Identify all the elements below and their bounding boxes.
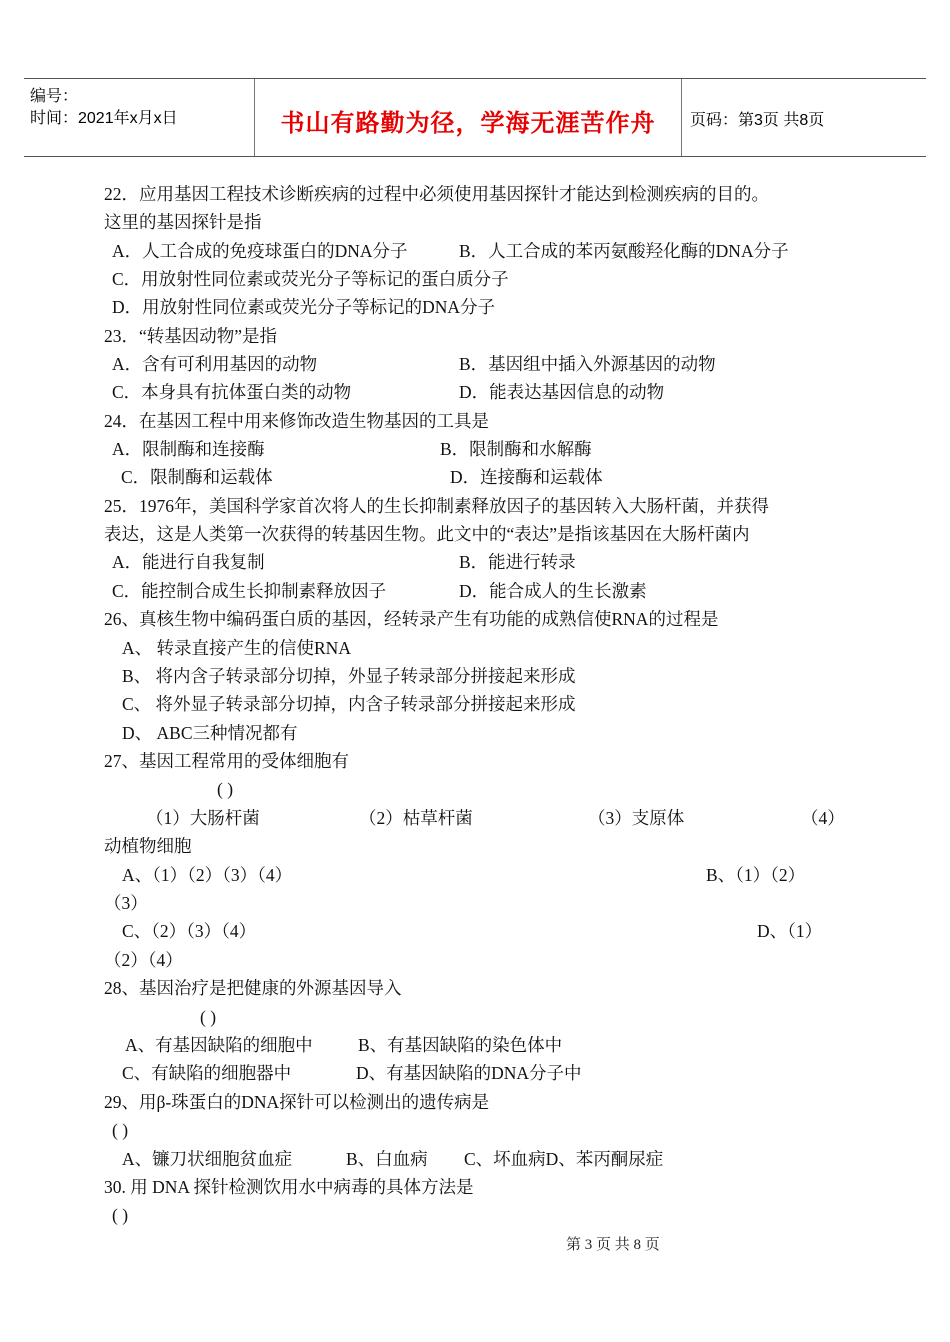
question-24-stem: 24．在基因工程中用来修饰改造生物基因的工具是 <box>104 411 489 431</box>
option-24-a: A．限制酶和连接酶 <box>112 439 265 459</box>
question-25-stem-cont: 表达，这是人类第一次获得的转基因生物。此文中的“表达”是指该基因在大肠杆菌内 <box>104 524 750 544</box>
option-23-b: B．基因组中插入外源基因的动物 <box>459 354 716 374</box>
option-28-b: B、有基因缺陷的染色体中 <box>358 1035 563 1055</box>
option-27-d-cont: （2）（4） <box>104 950 183 970</box>
option-24-b: B．限制酶和水解酶 <box>440 439 592 459</box>
option-24-d: D．连接酶和运载体 <box>450 467 603 487</box>
option-23-a: A．含有可利用基因的动物 <box>112 354 318 374</box>
page-info: 页码：第3页 共8页 <box>690 112 825 129</box>
question-29-stem: 29、用β-珠蛋白的DNA探针可以检测出的遗传病是 <box>104 1092 490 1112</box>
header-motto-cell <box>254 79 682 156</box>
page-footer: 第 3 页 共 8 页 <box>566 1237 660 1253</box>
question-25-stem: 25．1976年，美国科学家首次将人的生长抑制素释放因子的基因转入大肠杆菌，并获得 <box>104 496 769 516</box>
option-26-c: C、 将外显子转录部分切掉，内含子转录部分拼接起来形成 <box>122 694 576 714</box>
option-28-a: A、有基因缺陷的细胞中 <box>125 1035 313 1055</box>
answer-blank-29: ( ) <box>112 1120 129 1140</box>
item-27-3: （3）支原体 <box>588 808 685 828</box>
item-27-2: （2）枯草杆菌 <box>359 808 473 828</box>
page-header <box>24 78 926 157</box>
question-23-stem: 23．“转基因动物”是指 <box>104 326 278 346</box>
option-27-d: D、（1） <box>757 921 823 941</box>
option-25-d: D．能合成人的生长激素 <box>459 581 647 601</box>
time-label: 时间：2021年x月x日 <box>30 110 178 127</box>
answer-blank-30: ( ) <box>112 1205 129 1225</box>
question-27-stem: 27、基因工程常用的受体细胞有 <box>104 751 349 771</box>
header-meta <box>24 79 254 156</box>
answer-blank-27: ( ) <box>217 779 234 799</box>
question-22-stem-cont: 这里的基因探针是指 <box>104 212 262 232</box>
option-22-b: B．人工合成的苯丙氨酸羟化酶的DNA分子 <box>459 241 789 261</box>
question-26-stem: 26、真核生物中编码蛋白质的基因，经转录产生有功能的成熟信使RNA的过程是 <box>104 609 719 629</box>
option-26-a: A、 转录直接产生的信使RNA <box>122 638 351 658</box>
option-27-a: A、（1）（2）（3）（4） <box>122 865 293 885</box>
serial-label: 编号： <box>30 88 79 105</box>
question-22-stem: 22．应用基因工程技术诊断疾病的过程中必须使用基因探针才能达到检测疾病的目的。 <box>104 184 769 204</box>
option-27-c: C、（2）（3）（4） <box>122 921 257 941</box>
option-26-b: B、 将内含子转录部分切掉，外显子转录部分拼接起来形成 <box>122 666 576 686</box>
option-24-c: C．限制酶和运载体 <box>121 467 273 487</box>
motto: 书山有路勤为径，学海无涯苦作舟 <box>280 109 656 137</box>
option-22-a: A．人工合成的免疫球蛋白的DNA分子 <box>112 241 408 261</box>
option-22-d: D．用放射性同位素或荧光分子等标记的DNA分子 <box>112 297 496 317</box>
option-25-b: B．能进行转录 <box>459 552 576 572</box>
option-26-d: D、 ABC三种情况都有 <box>122 723 298 743</box>
option-22-c: C．用放射性同位素或荧光分子等标记的蛋白质分子 <box>112 269 509 289</box>
option-25-a: A．能进行自我复制 <box>112 552 265 572</box>
option-29-b: B、白血病 <box>346 1149 428 1169</box>
answer-blank-28: ( ) <box>200 1007 217 1027</box>
option-29-a: A、镰刀状细胞贫血症 <box>122 1149 293 1169</box>
option-27-b-cont: （3） <box>104 893 148 913</box>
option-23-d: D．能表达基因信息的动物 <box>459 382 665 402</box>
option-29-c-d: C、坏血病D、苯丙酮尿症 <box>464 1149 664 1169</box>
option-28-c: C、有缺陷的细胞器中 <box>122 1063 292 1083</box>
option-23-c: C．本身具有抗体蛋白类的动物 <box>112 382 352 402</box>
option-28-d: D、有基因缺陷的DNA分子中 <box>356 1063 582 1083</box>
header-page-cell <box>680 79 926 156</box>
question-28-stem: 28、基因治疗是把健康的外源基因导入 <box>104 978 402 998</box>
question-30-stem: 30. 用 DNA 探针检测饮用水中病毒的具体方法是 <box>104 1177 474 1197</box>
item-27-4-cont: 动植物细胞 <box>104 836 192 856</box>
option-27-b: B、（1）（2） <box>706 865 806 885</box>
option-25-c: C．能控制合成生长抑制素释放因子 <box>112 581 387 601</box>
item-27-1: （1）大肠杆菌 <box>146 808 260 828</box>
item-27-4: （4） <box>801 808 845 828</box>
